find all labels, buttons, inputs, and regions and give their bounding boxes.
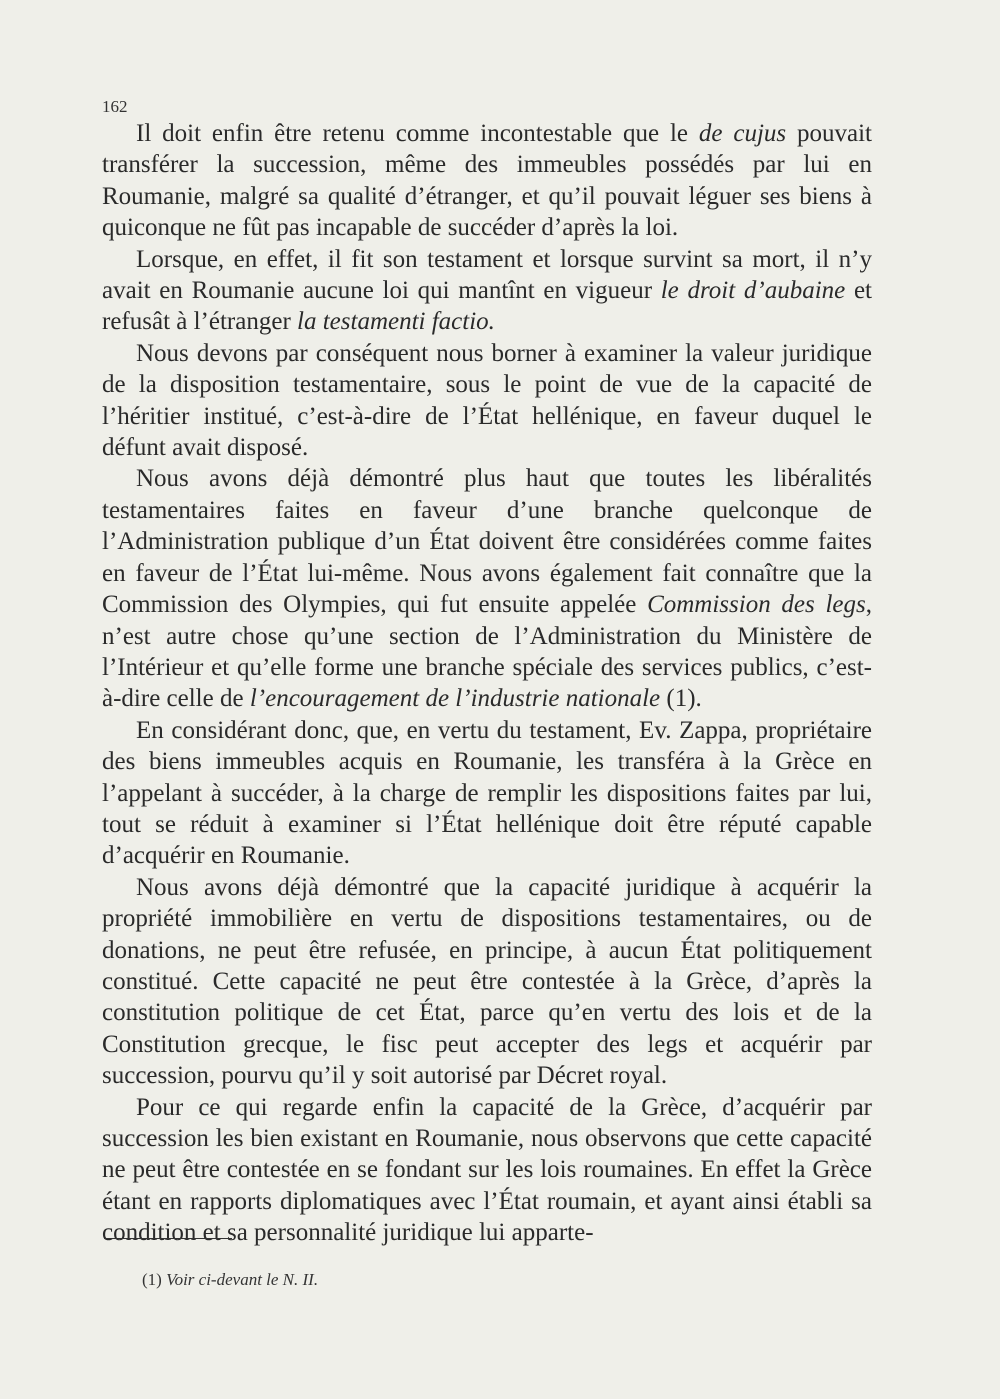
paragraph-5 [102,715,872,872]
paragraph-4 [102,463,872,714]
para4-italic-commission-des-legs: Commission des legs [647,591,866,619]
page-number: 162 [102,97,128,116]
paragraph-3 [102,338,872,464]
para1-italic-de-cujus: de cujus [698,120,787,147]
para1-text-1: Il doit enfin être retenu comme incontestable que le [136,120,699,147]
footnote [142,1270,318,1290]
paragraph-2 [102,244,872,338]
para6-text: Nous avons déjà démontré que la capacité juridique à acquérir la propriété immobilière en vertu de dispositions testamentaires, ou de donations, ne peut être refusée, en principe, à aucun État politiquement constitué. Cette capacité ne peut être contestée à la Grèce, d’après la constitution politique de cet État, parce qu’en vertu des lois et de la Constitution grecque, le fisc peut accepter des legs et acquérir par succession, pourvu qu’il y soit autorisé par Décret royal. [102,873,872,1090]
para5-text: En considérant donc, que, en vertu du testament, Ev. Zappa, propriétaire des biens immeubles acquis en Roumanie, les transféra à la Grèce en l’appelant à succéder, à la charge de remplir les dispositions faites par lui, tout se réduit à examiner si l’État hellénique doit être réputé capable d’acquérir en Roumanie. [102,716,872,870]
paragraph-7 [102,1092,872,1249]
para3-text: Nous devons par conséquent nous borner à examiner la valeur juridique de la disposition testamentaire, sous le point de vue de la capacité de l’héritier institué, c’est-à-dire de l’État hellénique, en faveur duquel le défunt avait disposé. [102,339,872,462]
footnote-marker: (1) [142,1270,162,1289]
body-text [102,118,872,1249]
paragraph-1 [102,118,872,244]
para2-text-1: Lorsque, en effet, il fit son testament et lorsque survint sa mort, il n’y avait en Roumanie aucune loi qui mantînt en vigueur [102,245,872,305]
para4-text-1: Nous avons déjà démontré plus haut que toutes les libéralités testamentaires faites en faveur d’une branche quelconque de l’Administration publique d’un État doivent être considérées comme faites en faveur de l’État lui-même. Nous avons également fait connaître que la Commission des Olympies, qui fut ensuite appelée [102,465,872,619]
footnote-text: Voir ci-devant le N. II. [166,1270,319,1289]
para7-text: Pour ce qui regarde enfin la capacité de la Grèce, d’acquérir par succession les bien existant en Roumanie, nous observons que cette capacité ne peut être contestée en se fondant sur les lois roumaines. En effet la Grèce étant en rapports diplomatiques avec l’État roumain, et ayant ainsi établi sa condition et sa personnalité juridique lui apparte- [102,1093,872,1247]
paragraph-6 [102,872,872,1092]
para1-text-2: pouvait transférer la succession, même des immeubles possédés par lui en Roumanie, malgré sa qualité d’étranger, et qu’il pouvait léguer ses biens à quiconque ne fût pas incapable de succéder d’après la loi. [102,120,872,242]
para4-text-2: , n’est autre chose qu’une section de l’Administration du Ministère de l’Intérieur et qu’elle forme une branche spéciale des services publics, c’est-à-dire celle de [102,591,872,713]
para2-italic-testamenti-factio: la testamenti factio. [297,308,495,336]
para2-italic-droit-aubaine: le droit d’aubaine [660,277,846,305]
para4-text-3: (1). [660,685,702,713]
para2-text-2: et refusât à l’étranger [102,277,872,336]
footnote-divider [104,1238,232,1239]
para4-italic-encouragement: l’encouragement de l’industrie nationale [249,685,661,713]
